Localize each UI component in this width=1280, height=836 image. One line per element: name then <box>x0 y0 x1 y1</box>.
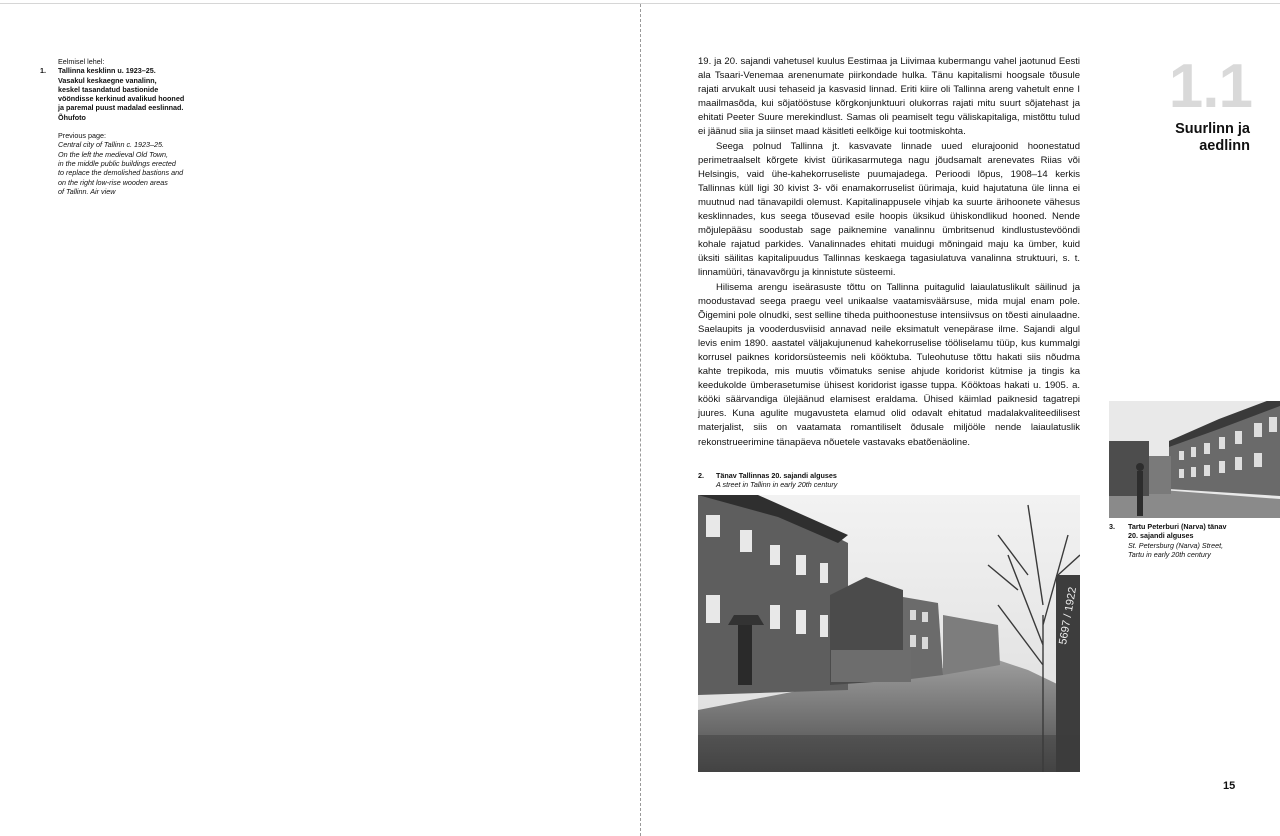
street-photo-tallinn <box>698 495 1080 772</box>
photo-inscription: 5697 / 1922 <box>1057 586 1080 646</box>
chapter-number: 1.1 <box>1168 52 1252 121</box>
paragraph-3: Hilisema arengu iseärasuste tõttu on Tallinna puitagulid laiaulatuslikult säilinud ja moodustavad seega praegu veel unikaalse vaatamisväärsuse, mida mujal enam pole. Õigemini pole olnudki, sest selline tiheda puithoonestuse intensiivsus on tõesti ainulaadne. Saelaupits ja vooderdusviisid annavad neile eksimatult venepärase ilme. Sajandi algul levis enim 1890. aastatel väljakujunenud kahekorruselise tööliselamu tüüp, kus kummalgi korrusel paiknes koridorsüsteemis neli kööktuba. Tuleohutuse tõttu hakati siis nõudma kahte trepikoda, mis muutis võimatuks senise ahjude koridorist kütmise ja tingis ka keedukolde ümberasetumise ühisest koridorist igasse tuppa. Kööktoas hakati u. 1905. a. kööki säärvandiga ülejäänud elamisest eraldama. Ühised käimlad paiknesid tagatrepi juures. Kuna agulite mugavusteta elamud olid odavalt ehitatud madalakvaliteedilisest materjalist, siis on vaatamata romantiliselt õdusale miljööle nende laiaulatuslik rekonstrueerimine tänapäeva nõuetele vastavaks ebatõenäoline. <box>698 281 1080 448</box>
figure-2-caption-et: Tänav Tallinnas 20. sajandi alguses <box>716 471 837 480</box>
paragraph-1: 19. ja 20. sajandi vahetusel kuulus Eestimaa ja Liivimaa kubermangu vahel jaotunud Eesti ala Tsaari-Venemaa arenenumate piirkondade hulka. Tänu kapitalismi hoogsale tõusule rajati arvukalt uusi tehaseid ja kasvasid linnad. Eriti kiire oli Tallinna areng vahetult enne I maailmasõda, kui sõjatööstuse kõrgkonjunktuuri olukorras rajati mitu suurt sõjatehast ja ehitati Peeter Suure merekindlust. Samas oli peamiselt tegu väliskapitaliga, mistõttu tulud ei jäänud siia ja siinset maad käsitleti eelkõige kui tootmiskohta. <box>698 56 1080 138</box>
caption-number: 1. <box>40 66 46 76</box>
caption-text-et: Tallinna kesklinn u. 1923–25. Vasakul keskaegne vanalinn, keskel tasandatud bastionide vööndisse kerkinud avalikud hooned ja paremal puust madalad eeslinnad. Õhufoto <box>58 66 185 122</box>
tartu-photo-drawing <box>1109 401 1280 518</box>
body-text <box>698 55 1080 450</box>
figure-2-number: 2. <box>698 471 704 480</box>
caption-label-en: Previous page: <box>58 131 106 141</box>
street-photo-tartu <box>1109 401 1280 518</box>
caption-row-et <box>40 66 210 122</box>
figure-3-caption <box>1109 522 1274 559</box>
chapter-title: Suurlinn ja aedlinn <box>1175 121 1250 154</box>
page-number: 15 <box>1223 780 1236 792</box>
paragraph-2: Seega polnud Tallinna jt. kasvavate linnade uued elurajoonid hoonestatud perimetraalselt kõrgete kivist üürikasarmutega nagu jõudsamalt arenevates Riias või Helsingis, vaid ühe-kahekorruseliste puumajadega. Perioodi lõpus, 1908–14 kerkis Tallinnas küll ligi 30 kivist 3- või enamakorruselist üürimaja, kuid hajutatuna üle linna ei muutnud nad tänavapildi olemust. Kapitalinappusele vihjab ka suurte ärihoonete vähesus kesklinnades, kus seega tõusevad esile hoopis üksikud ühiskondlikud hooned. Nende mõjulepääsu soodustab sage paiknemine vanalinnu ümbritsenud kindlustustevööndi kohale rajatud parkides. Vanalinnades ehitati muidugi mõningaid maju ka ümber, kuid üksiti säilitas kapitalipuudus Tallinnas keskaega tagasiulatuva vanalinna struktuuri, s. t. linnamüüri, tänavavõrgu ja kinnistute süsteemi. <box>698 140 1080 279</box>
caption-label-et: Eelmisel lehel: <box>58 57 105 66</box>
figure-2-caption <box>698 471 1078 490</box>
figure-3-caption-et: Tartu Peterburi (Narva) tänav 20. sajandi alguses <box>1128 522 1227 541</box>
figure-3-number: 3. <box>1109 522 1115 531</box>
figure-3-caption-en: St. Petersburg (Narva) Street, Tartu in early 20th century <box>1128 540 1224 559</box>
figure-2-caption-en: A street in Tallinn in early 20th century <box>716 480 838 490</box>
caption-text-en: Central city of Tallinn c. 1923–25. On the left the medieval Old Town, in the middle public buildings erected to replace the demolished bastions and on the right low-rise wooden areas of Tallinn. Air view <box>58 140 184 196</box>
street-photo-drawing <box>698 495 1080 772</box>
left-page-caption <box>40 57 210 196</box>
page-gutter <box>640 4 641 836</box>
